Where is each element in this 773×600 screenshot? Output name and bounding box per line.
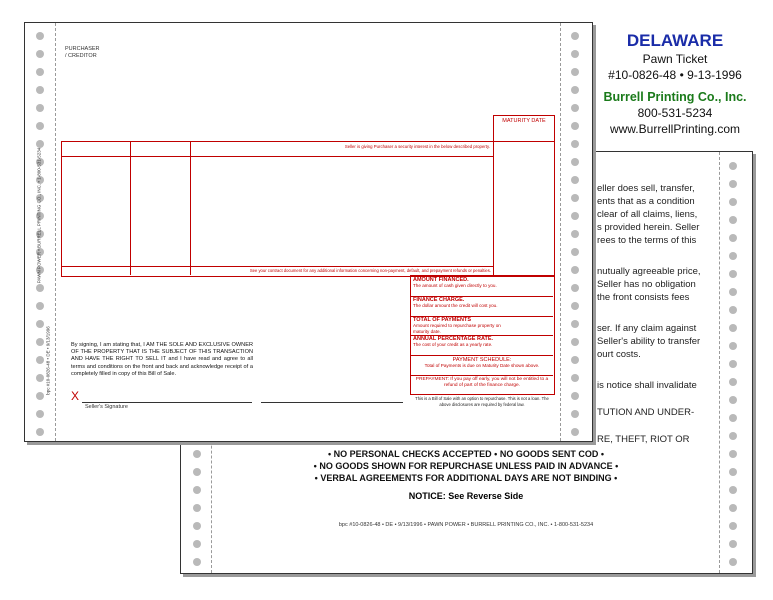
pin-feed-hole <box>729 342 737 350</box>
pin-feed-hole <box>193 540 201 548</box>
company-phone: 800-531-5234 <box>637 106 713 120</box>
maturity-date-label: MATURITY DATE <box>502 118 546 124</box>
pin-feed-hole <box>729 432 737 440</box>
back-text-line: rees to the terms of this <box>597 235 697 246</box>
pin-feed-hole <box>729 522 737 530</box>
purchaser-label: PURCHASER / CREDITOR <box>65 46 100 59</box>
state-title: DELAWARE <box>626 31 724 50</box>
back-text-line: clear of all claims, liens, <box>597 209 698 220</box>
pin-feed-hole <box>729 216 737 224</box>
pin-feed-hole <box>571 248 579 256</box>
back-text-line: ents that as a condition <box>597 196 695 207</box>
pin-feed-hole <box>729 288 737 296</box>
annual-percentage-rate: ANNUAL PERCENTAGE RATE. The cost of your credit as a yearly rate. <box>413 336 494 347</box>
pin-feed-hole <box>571 158 579 166</box>
pin-feed-hole <box>571 356 579 364</box>
pin-feed-hole <box>729 504 737 512</box>
company-name: Burrell Printing Co., Inc. <box>603 90 747 104</box>
property-column-1 <box>130 141 131 275</box>
payment-schedule: PAYMENT SCHEDULE: Total of Payments is due on Maturity Date shown above. <box>424 357 540 368</box>
back-text-line: nutually agreeable price, <box>597 266 701 277</box>
finance-charge: FINANCE CHARGE. The dollar amount the credit will cost you. <box>413 297 498 308</box>
pin-feed-hole <box>729 324 737 332</box>
back-text-line: ser. If any claim against <box>597 323 697 334</box>
pin-feed-hole <box>729 396 737 404</box>
pin-feed-hole <box>571 212 579 220</box>
signature-x-mark: X <box>71 389 80 403</box>
pin-feed-hole <box>36 356 44 364</box>
seller-signature-line[interactable] <box>82 402 252 403</box>
pin-feed-hole <box>729 360 737 368</box>
back-text-line: s provided herein. Seller <box>597 222 700 233</box>
pin-feed-hole <box>193 558 201 566</box>
ticket-title: Pawn Ticket <box>642 52 708 66</box>
pin-feed-hole <box>729 450 737 458</box>
pin-feed-hole <box>571 374 579 382</box>
property-bottom-line <box>61 266 493 267</box>
pin-feed-hole <box>571 230 579 238</box>
pin-feed-hole <box>571 122 579 130</box>
pin-feed-hole <box>729 414 737 422</box>
pin-feed-hole <box>36 320 44 328</box>
back-text-line: TUTION AND UNDER- <box>597 407 695 418</box>
pin-feed-hole <box>36 338 44 346</box>
pin-feed-hole <box>729 558 737 566</box>
pin-feed-hole <box>729 252 737 260</box>
back-text-line: eller does sell, transfer, <box>597 183 695 194</box>
back-right-text <box>597 182 717 446</box>
back-text-line: the front consists fees <box>597 292 690 303</box>
pin-feed-hole <box>36 32 44 40</box>
contract-note: See your contract document for any additional information concerning non-payment, default, and prepayment refunds or penalties. <box>249 268 491 273</box>
pin-feed-hole <box>571 392 579 400</box>
back-text-line: Seller has no obligation <box>597 279 696 290</box>
property-column-2 <box>190 141 191 275</box>
pin-feed-hole <box>36 392 44 400</box>
pin-feed-hole <box>36 68 44 76</box>
pin-feed-hole <box>729 486 737 494</box>
pin-feed-hole <box>193 522 201 530</box>
maturity-date-box <box>493 115 555 277</box>
pin-feed-hole <box>193 504 201 512</box>
front-sheet <box>24 22 593 442</box>
pin-feed-hole <box>571 284 579 292</box>
back-text-line: is notice shall invalidate <box>597 380 697 391</box>
pin-feed-hole <box>36 374 44 382</box>
back-footer: bpc #10-0826-48 • DE • 9/13/1996 • PAWN POWER • BURRELL PRINTING CO., INC. • 1-800-531-5234 <box>338 522 594 528</box>
pin-feed-hole <box>36 284 44 292</box>
pin-feed-hole <box>193 468 201 476</box>
pin-feed-hole <box>571 68 579 76</box>
pin-feed-hole <box>729 540 737 548</box>
pin-feed-hole <box>36 302 44 310</box>
pin-feed-hole <box>729 198 737 206</box>
pin-feed-hole <box>36 122 44 130</box>
pin-feed-hole <box>571 104 579 112</box>
company-website[interactable]: www.BurrellPrinting.com <box>609 122 741 136</box>
pin-feed-hole <box>571 50 579 58</box>
form-info: #10-0826-48 • 9-13-1996 <box>608 68 742 82</box>
pin-feed-hole <box>571 32 579 40</box>
notice-list <box>221 448 711 484</box>
pin-feed-hole <box>729 162 737 170</box>
pin-feed-hole <box>571 302 579 310</box>
pin-feed-hole <box>36 410 44 418</box>
notice-no-checks: • NO PERSONAL CHECKS ACCEPTED • NO GOODS SENT COD • <box>328 449 604 459</box>
pin-feed-hole <box>36 104 44 112</box>
pin-feed-hole <box>729 468 737 476</box>
back-text-line: RE, THEFT, RIOT OR <box>597 434 690 445</box>
total-of-payments: TOTAL OF PAYMENTS Amount required to repurchase property on maturity date. <box>413 317 501 334</box>
prepayment: PREPAYMENT: If you pay off early, you will not be entitled to a refund of part of the finance charge. <box>415 377 549 388</box>
pin-feed-hole <box>36 86 44 94</box>
disclosure-divider <box>410 355 553 356</box>
pin-feed-hole <box>36 50 44 58</box>
pin-feed-hole <box>571 266 579 274</box>
pin-feed-hole <box>571 86 579 94</box>
signing-statement: By signing, I am stating that, I AM THE SOLE AND EXCLUSIVE OWNER OF THE PROPERTY THAT IS THE SUBJECT OF THIS TRANSACTION AND HAVE THE RIGHT TO SELL IT and I have read and agree to all terms and conditions on the front and back and acknowledge receipt of a completely filled in copy of this Bill of Sale. <box>71 342 253 377</box>
pin-feed-hole <box>571 410 579 418</box>
notice-no-goods-shown: • NO GOODS SHOWN FOR REPURCHASE UNLESS PAID IN ADVANCE • <box>313 461 619 471</box>
back-text-line: Seller's ability to transfer <box>597 336 701 347</box>
notice-reverse-side: NOTICE: See Reverse Side <box>408 491 524 501</box>
pin-feed-hole <box>571 428 579 436</box>
second-signature-line[interactable] <box>261 402 403 403</box>
amount-financed: AMOUNT FINANCED. The amount of cash given directly to you. <box>413 277 497 288</box>
pin-feed-hole <box>193 486 201 494</box>
pin-feed-hole <box>571 194 579 202</box>
seller-signature-label: Seller's Signature <box>85 404 128 410</box>
pin-feed-hole <box>571 140 579 148</box>
vertical-side-text-2: bpc #10-0826-48 • DE • 9/13/1996 <box>45 326 51 395</box>
security-interest-text: Seller is giving Purchaser a security interest in the below described property. <box>344 144 490 149</box>
pin-feed-hole <box>729 306 737 314</box>
pin-feed-hole <box>571 338 579 346</box>
pin-feed-hole <box>729 270 737 278</box>
pin-feed-hole <box>571 176 579 184</box>
pin-feed-hole <box>729 180 737 188</box>
pin-feed-hole <box>571 320 579 328</box>
front-perforation-right <box>560 23 561 441</box>
pin-feed-hole <box>729 378 737 386</box>
vertical-side-text: PAWN POWER • BURRELL PRINTING CO., INC. • 1-800-531-5234 <box>36 147 42 284</box>
bill-of-sale-note: This is a Bill of Sale with an option to repurchase. This is not a loan. The above disclosures are required by federal law. <box>415 396 549 407</box>
pin-feed-hole <box>193 450 201 458</box>
notice-verbal-agreements: • VERBAL AGREEMENTS FOR ADDITIONAL DAYS ARE NOT BINDING • <box>314 473 618 483</box>
back-perforation-right <box>719 152 720 573</box>
pin-feed-hole <box>36 428 44 436</box>
back-text-line: ourt costs. <box>597 349 641 360</box>
disclosure-divider <box>410 375 553 376</box>
front-perforation-left <box>55 23 56 441</box>
pin-feed-hole <box>729 234 737 242</box>
property-row-divider <box>61 156 493 157</box>
property-description-box <box>61 141 555 277</box>
